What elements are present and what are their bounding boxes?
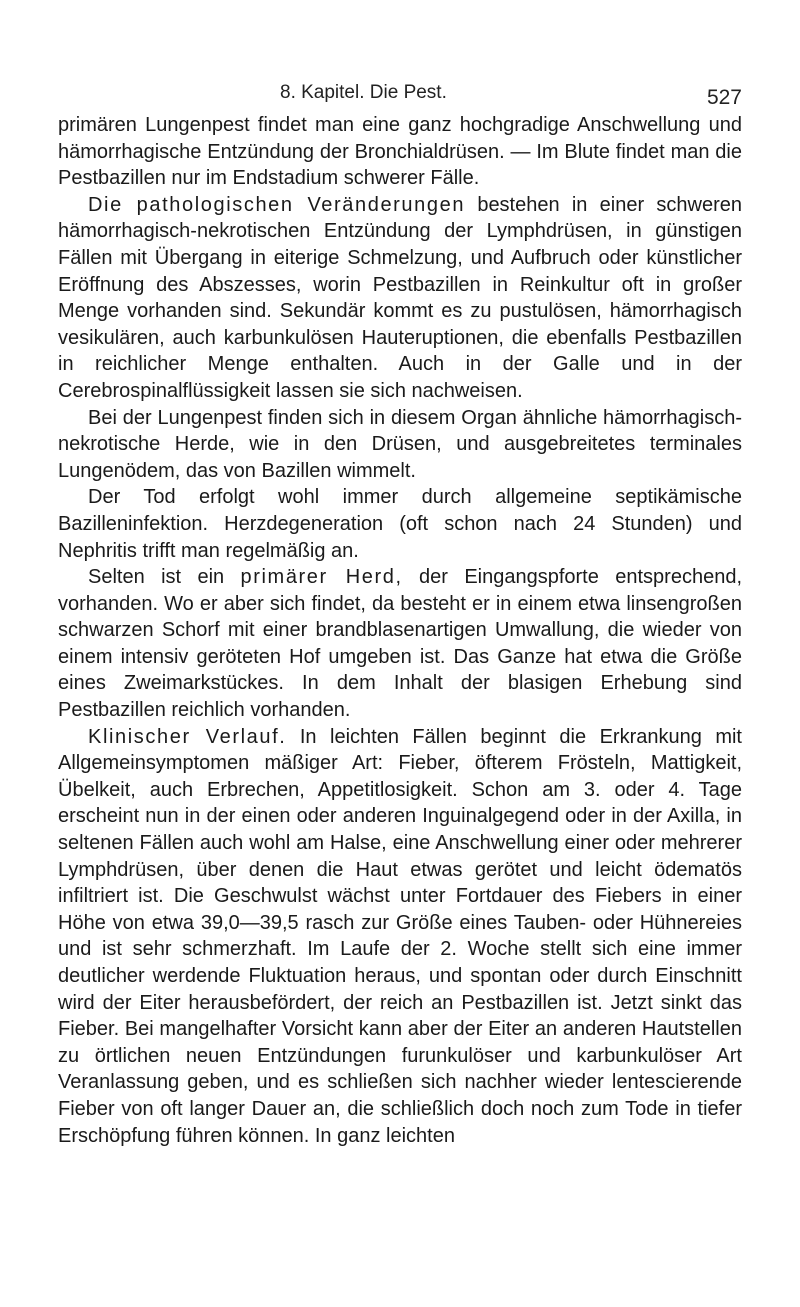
- paragraph-text-before: Selten ist ein: [88, 566, 241, 589]
- paragraph-clinical-course: [58, 724, 742, 1150]
- paragraph-text: bestehen in einer schweren hämorrhagisch-nekrotischen Entzündung der Lymphdrüsen, in günstigen Fällen mit Übergang in eiterige Schmelzung, und Aufbruch oder künstlicher Eröffnung des Abszesses, worin Pestbazillen in Reinkultur oft in großer Menge vorhanden sind. Sekundär kommt es zu pustulösen, hämorrhagisch vesikulären, auch karbunkulösen Hauteruptionen, die ebenfalls Pestbazillen in reichlicher Menge enthalten. Auch in der Galle und in der Cerebrospinalflüssigkeit lassen sie sich nachweisen.: [58, 193, 742, 402]
- page-header: [58, 78, 742, 112]
- paragraph-text: In leichten Fällen beginnt die Erkrankung mit Allgemeinsymptomen mäßiger Art: Fieber, öfterem Frösteln, Mattigkeit, Übelkeit, auch Erbrechen, Appetitlosigkeit. Schon am 3. oder 4. Tage erscheint nun in der einen oder anderen Inguinalgegend oder in der Axilla, in seltenen Fällen auch wohl am Halse, eine Anschwellung einer oder mehrerer Lymphdrüsen, über denen die Haut etwas gerötet und leicht ödematös infiltriert ist. Die Geschwulst wächst unter Fortdauer des Fiebers in einer Höhe von etwa 39,0—39,5 rasch zur Größe eines Tauben- oder Hühnereies und ist sehr schmerzhaft. Im Laufe der 2. Woche stellt sich eine immer deutlicher werdende Fluktuation heraus, und spontan oder durch Einschnitt wird der Eiter herausbefördert, der reich an Pestbazillen ist. Jetzt sinkt das Fieber. Bei mangelhafter Vorsicht kann aber der Eiter an anderen Hautstellen zu örtlichen neuen Entzündungen furunkulöser und karbunkulöser Art Veranlassung geben, und es schließen sich nachher wieder lentescierende Fieber von oft langer Dauer an, die schließlich doch noch zum Tode in tiefer Erschöpfung führen können. In ganz leichten: [58, 725, 742, 1147]
- paragraph-text: primären Lungenpest findet man eine ganz hochgradige Anschwellung und hämorrhagische Entzündung der Bronchialdrüsen. — Im Blute findet man die Pestbazillen nur im Endstadium schwerer Fälle.: [58, 114, 742, 190]
- paragraph-continuation: [58, 112, 742, 192]
- paragraph-text: Der Tod erfolgt wohl immer durch allgemeine septikämische Bazilleninfektion. Herzdegeneration (oft schon nach 24 Stunden) und Nephritis trifft man regelmäßig an.: [58, 486, 742, 562]
- paragraph-pathology: [58, 192, 742, 405]
- book-page: [58, 78, 742, 1288]
- paragraph-lung-plague: [58, 405, 742, 485]
- paragraph-death: [58, 484, 742, 564]
- spaced-heading: Klinischer Verlauf.: [88, 725, 287, 748]
- page-body: [58, 112, 742, 1149]
- paragraph-text: Bei der Lungenpest finden sich in diesem Organ ähnliche hämorrhagisch-nekrotische Herde, wie in den Drüsen, und ausgebreitetes terminales Lungenödem, das von Bazillen wimmelt.: [58, 406, 742, 482]
- spaced-heading: primärer Herd,: [240, 566, 403, 589]
- page-number: 527: [706, 86, 742, 109]
- paragraph-text: der Eingangspforte entsprechend, vorhanden. Wo er aber sich findet, da besteht er in einem etwa linsengroßen schwarzen Schorf mit einer brandblasenartigen Umwallung, die wieder von einem intensiv geröteten Hof umgeben ist. Das Ganze hat etwa die Größe eines Zweimarkstückes. In dem Inhalt der blasigen Erhebung sind Pestbazillen reichlich vorhanden.: [58, 566, 742, 722]
- running-head: 8. Kapitel. Die Pest.: [280, 82, 447, 103]
- spaced-heading: Die pathologischen Veränderungen: [88, 193, 466, 216]
- paragraph-primary-focus: [58, 564, 742, 724]
